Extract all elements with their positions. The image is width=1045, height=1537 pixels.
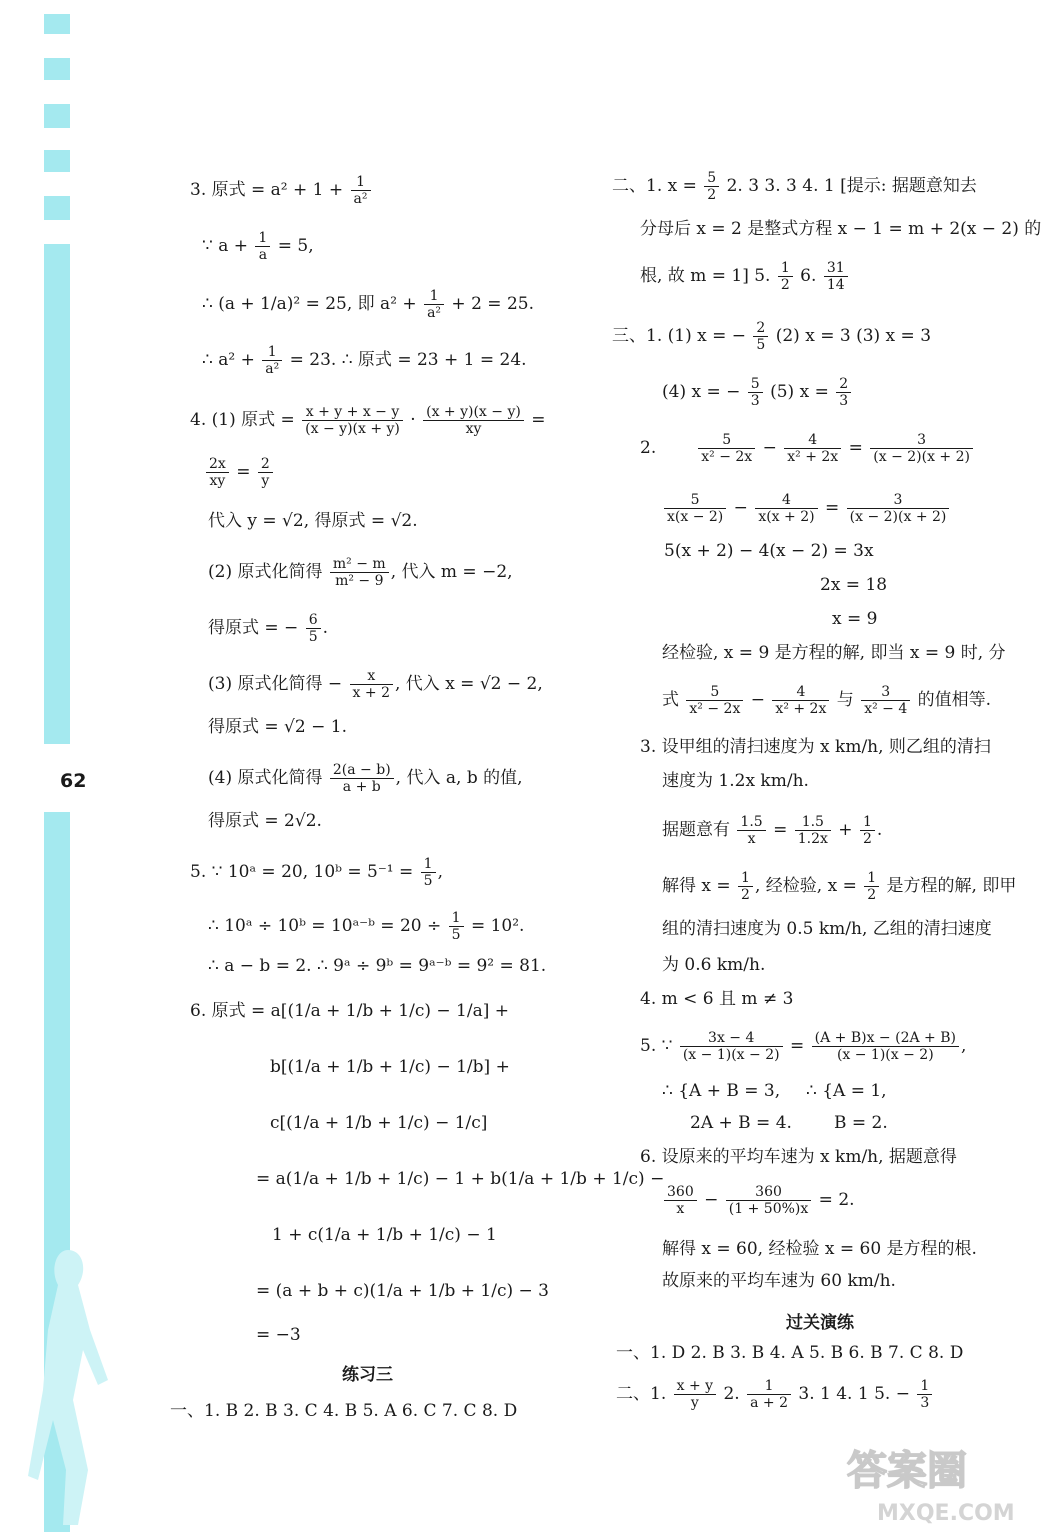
answer-line: ∴ {A = 1,: [806, 1081, 887, 1101]
page-number: 62: [60, 770, 87, 792]
answer-line: 为 0.6 km/h.: [662, 955, 766, 975]
answer-line: ∴ (a + 1/a)² = 25, 即 a² + $\frac{1}{\text{a²}}$ + 2 = 25.: [202, 288, 534, 321]
watermark-text: 答案圈: [847, 1448, 967, 1494]
answer-line: 5. ∵ 10ᵃ = 20, 10ᵇ = 5⁻¹ = $\frac{1}{5}$ ,: [190, 856, 443, 889]
answer-line: 2x = 18: [820, 575, 888, 595]
side-band-block: [44, 14, 70, 34]
answer-line: 1 + c(1/a + 1/b + 1/c) − 1: [272, 1225, 497, 1245]
answer-line: 式 $\frac{5}{\text{x² − 2x}}$ − $\frac{4}{\text{x² + 2x}}$ 与 $\frac{3}{\text{x² − 4}}$ 的值相等.: [662, 684, 992, 717]
answer-line: 4. m < 6 且 m ≠ 3: [640, 989, 794, 1009]
answer-line: 3. 设甲组的清扫速度为 x km/h, 则乙组的清扫: [640, 737, 991, 757]
answer-line: 5. ∵ $\frac{3x - 4}{(x - 1)(x - 2)}$ = $\frac{(A + B)x - (2A + B)}{(x - 1)(x - 2)}$ ,: [640, 1030, 967, 1063]
side-band-block: [44, 196, 70, 220]
answer-line: 速度为 1.2x km/h.: [662, 771, 809, 791]
answer-line: 二、1. $\frac{x + y}{y}$ 2. $\frac{1}{a + 2}$ 3. 1 4. 1 5. − $\frac{1}{3}$: [616, 1378, 934, 1411]
side-band-block: [44, 58, 70, 80]
answer-line: 5(x + 2) − 4(x − 2) = 3x: [664, 541, 874, 561]
answer-line: 一、1. B 2. B 3. C 4. B 5. A 6. C 7. C 8. D: [170, 1401, 518, 1421]
answer-line: 得原式 = − $\frac{6}{5}$ .: [208, 612, 329, 645]
section-title: 练习三: [342, 1365, 393, 1385]
answer-line: $\frac{5}{x(x - 2)}$ − $\frac{4}{x(x + 2)}$ = $\frac{3}{(x - 2)(x + 2)}$: [662, 492, 951, 525]
answer-line: B = 2.: [834, 1113, 888, 1133]
answer-line: = (a + b + c)(1/a + 1/b + 1/c) − 3: [256, 1281, 549, 1301]
watermark-url: MXQE.COM: [877, 1501, 1015, 1526]
answer-line: $\frac{2x}{xy}$ = $\frac{2}{y}$: [204, 456, 275, 489]
answer-line: 一、1. D 2. B 3. B 4. A 5. B 6. B 7. C 8. D: [616, 1343, 964, 1363]
answer-line: ∴ a² + $\frac{1}{\text{a²}}$ = 23. ∴ 原式 = 23 + 1 = 24.: [202, 344, 527, 377]
answer-line: = a(1/a + 1/b + 1/c) − 1 + b(1/a + 1/b + 1/c) −: [256, 1169, 665, 1189]
answer-line: ∴ a − b = 2. ∴ 9ᵃ ÷ 9ᵇ = 9ᵃ⁻ᵇ = 9² = 81.: [208, 956, 547, 976]
answer-line: (4) 原式化简得 $\frac{2(a - b)}{a + b}$ , 代入 a, b 的值,: [208, 762, 523, 795]
answer-line: 2. $\frac{5}{\text{x² − 2x}}$ − $\frac{4}{\text{x² + 2x}}$ = $\frac{3}{(x - 2)(x + 2)}$: [640, 432, 975, 465]
answer-line: 得原式 = √2 − 1.: [208, 717, 347, 737]
answer-line: 故原来的平均车速为 60 km/h.: [662, 1271, 896, 1291]
answer-line: 二、1. x = $\frac{5}{2}$ 2. 3 3. 3 4. 1 [提示: 据题意知去: [612, 170, 977, 203]
answer-line: 经检验, x = 9 是方程的解, 即当 x = 9 时, 分: [662, 643, 1006, 663]
side-band: [44, 244, 70, 744]
answer-line: 代入 y = √2, 得原式 = √2.: [208, 511, 418, 531]
answer-line: (4) x = − $\frac{5}{3}$ (5) x = $\frac{2}{3}$: [662, 376, 853, 409]
answer-line: 6. 原式 = a[(1/a + 1/b + 1/c) − 1/a] +: [190, 1001, 509, 1021]
answer-line: ∵ a + $\frac{1}{a}$ = 5,: [202, 230, 314, 263]
side-band-block: [44, 104, 70, 128]
answer-line: (3) 原式化简得 − $\frac{x}{x + 2}$ , 代入 x = √2 − 2,: [208, 668, 543, 701]
runner-silhouette-icon: [28, 1240, 118, 1530]
answer-line: ∴ 10ᵃ ÷ 10ᵇ = 10ᵃ⁻ᵇ = 20 ÷ $\frac{1}{5}$ = 10².: [208, 910, 525, 943]
answer-line: 三、1. (1) x = − $\frac{2}{5}$ (2) x = 3 (3) x = 3: [612, 320, 932, 353]
answer-line: 得原式 = 2√2.: [208, 811, 322, 831]
answer-line: 组的清扫速度为 0.5 km/h, 乙组的清扫速度: [662, 919, 992, 939]
side-band-block: [44, 150, 70, 172]
answer-line: 6. 设原来的平均车速为 x km/h, 据题意得: [640, 1147, 957, 1167]
answer-line: ∴ {A + B = 3,: [662, 1081, 781, 1101]
answer-line: x = 9: [832, 609, 878, 629]
answer-line: 2A + B = 4.: [690, 1113, 792, 1133]
answer-line: c[(1/a + 1/b + 1/c) − 1/c]: [270, 1113, 488, 1133]
answer-line: 据题意有 $\frac{1.5}{x}$ = $\frac{1.5}{1.2x}$ + $\frac{1}{2}$ .: [662, 814, 883, 847]
answer-line: 3. 原式 = a² + 1 + $\frac{1}{\text{a²}}$: [190, 174, 373, 207]
answer-line: (2) 原式化简得 $\frac{\text{m² − m}}{\text{m² − 9}}$ , 代入 m = −2,: [208, 556, 513, 589]
answer-line: = −3: [256, 1325, 301, 1345]
answer-line: 解得 x = $\frac{1}{2}$ , 经检验, x = $\frac{1}{2}$ 是方程的解, 即甲: [662, 870, 1017, 903]
answer-line: 根, 故 m = 1] 5. $\frac{1}{2}$ 6. $\frac{31}{14}$: [640, 260, 850, 293]
watermark-logo: [837, 1432, 1027, 1532]
answer-line: $\frac{360}{x}$ − $\frac{360}{(1 + 50\%)x}$ = 2.: [662, 1184, 855, 1217]
answer-line: 4. (1) 原式 = $\frac{x + y + x - y}{(x - y)(x + y)}$ · $\frac{(x + y)(x - y)}{xy}$ =: [190, 404, 546, 437]
section-title: 过关演练: [786, 1313, 854, 1333]
answer-line: b[(1/a + 1/b + 1/c) − 1/b] +: [270, 1057, 510, 1077]
answer-line: 解得 x = 60, 经检验 x = 60 是方程的根.: [662, 1239, 977, 1259]
answer-line: 分母后 x = 2 是整式方程 x − 1 = m + 2(x − 2) 的: [640, 219, 1042, 239]
